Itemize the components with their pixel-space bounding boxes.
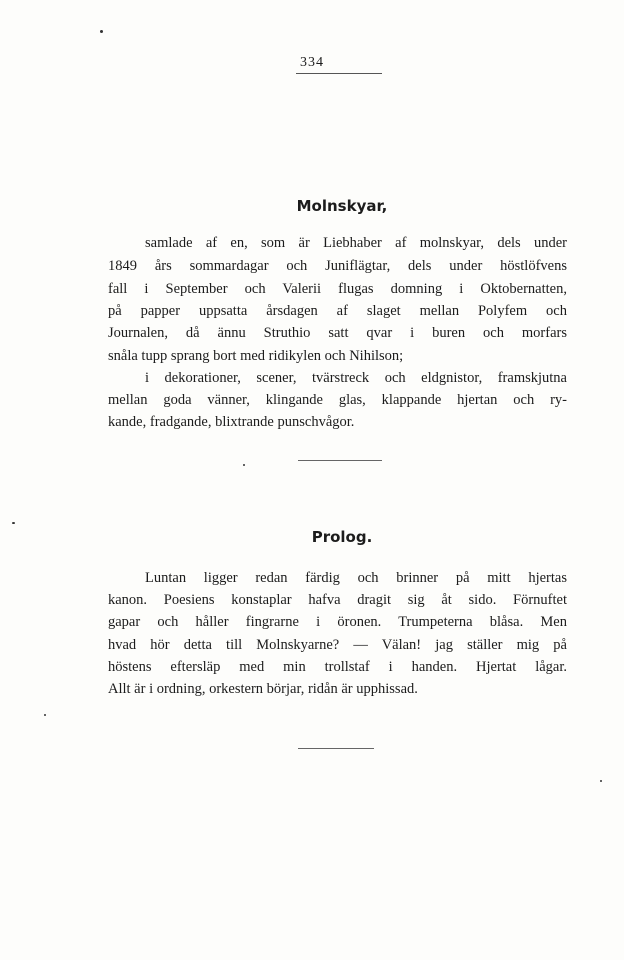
ink-speck [100, 30, 103, 33]
paragraph-line: Journalen, då ännu Struthio satt qvar i buren och morfars [108, 325, 567, 341]
paragraph-line: Allt är i ordning, orkestern börjar, ridån är upphissad. [108, 681, 418, 697]
end-divider [298, 748, 374, 749]
paragraph-line: Luntan ligger redan färdig och brinner på mitt hjertas [145, 570, 567, 586]
paragraph-line: fall i September och Valerii flugas domning i Oktobernatten, [108, 281, 567, 297]
ink-speck [600, 780, 602, 782]
paragraph-line: samlade af en, som är Liebhaber af molnskyar, dels under [145, 235, 567, 251]
paragraph-line: kande, fradgande, blixtrande punschvågor. [108, 414, 355, 430]
paragraph-line: gapar och håller fingrarne i öronen. Trumpeterna blåsa. Men [108, 614, 567, 630]
paragraph-line: kanon. Poesiens konstaplar hafva dragit sig åt sido. Förnuftet [108, 592, 567, 608]
paragraph-line: 1849 års sommardagar och Juniflägtar, dels under höstlöfvens [108, 258, 567, 274]
paragraph-line: höstens eftersläp med min trollstaf i handen. Hjertat lågar. [108, 659, 567, 675]
ink-speck [44, 714, 46, 716]
section-title-prolog: Prolog. [311, 528, 373, 546]
ink-speck [12, 522, 15, 524]
paragraph-line: hvad hör detta till Molnskyarne? — Välan! jag ställer mig på [108, 637, 567, 653]
paragraph-line: i dekorationer, scener, tvärstreck och eldgnistor, framskjutna [145, 370, 567, 386]
paragraph-line: snåla tupp sprang bort med ridikylen och Nihilson; [108, 348, 404, 364]
ink-speck [243, 464, 245, 466]
page-number: 334 [300, 55, 324, 70]
page-number-rule [296, 73, 382, 74]
section-divider [298, 460, 382, 461]
paragraph-line: mellan goda vänner, klingande glas, klappande hjertan och ry- [108, 392, 567, 408]
section-title-molnskyar: Molnskyar, [296, 197, 388, 215]
paragraph-line: på papper uppsatta årsdagen af slaget mellan Polyfem och [108, 303, 567, 319]
